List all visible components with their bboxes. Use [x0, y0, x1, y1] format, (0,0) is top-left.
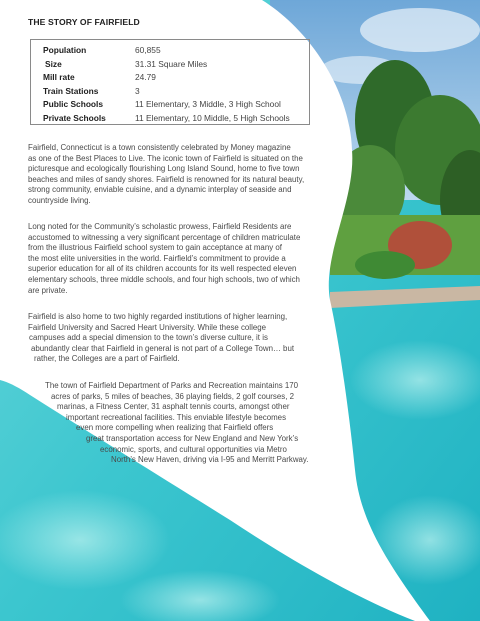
stats-value: 3: [135, 85, 140, 96]
paragraph-line: as one of the Best Places to Live. The iconic town of Fairfield is situated on the: [28, 153, 303, 163]
page-title: THE STORY OF FAIRFIELD: [28, 17, 140, 27]
paragraph-line: countryside living.: [28, 195, 91, 205]
paragraph-line: economic, sports, and cultural opportunities via Metro: [100, 444, 287, 454]
paragraph-line: picturesque and ecologically flourishing Long Island Sound, home to five town: [28, 164, 300, 174]
stats-value: 31.31 Square Miles: [135, 58, 208, 69]
paragraph-line: North’s New Haven, driving via I-95 and Merritt Parkway.: [111, 455, 309, 465]
paragraph-line: acres of parks, 5 miles of beaches, 36 playing fields, 2 golf courses, 2: [51, 391, 294, 401]
stats-label: Population: [43, 45, 87, 55]
paragraph-line: rather, the Colleges are a part of Fairfield.: [34, 354, 180, 364]
paragraph-line: The town of Fairfield Department of Parks and Recreation maintains 170: [45, 381, 299, 390]
paragraph-line: Fairfield, Connecticut is a town consistently celebrated by Money magazine: [28, 143, 291, 152]
paragraph-line: strong community, enviable cuisine, and a dynamic interplay of seaside and: [28, 185, 292, 195]
stats-label: Train Stations: [43, 85, 99, 96]
paragraph-line: beaches and miles of sandy shores. Fairfield is renowned for its natural beauty,: [28, 174, 305, 184]
paragraph-line: from the illustrious Fairfield school system to gain acceptance at many of: [28, 243, 282, 253]
paragraph-line: the most elite universities in the world. Fairfield’s commitment to provide a: [28, 253, 286, 263]
paragraph: [28, 381, 309, 466]
stats-row: [31, 45, 309, 59]
stats-table: [30, 39, 310, 125]
stats-row: [31, 59, 309, 73]
stats-label: Mill rate: [43, 72, 75, 82]
paragraph: [28, 312, 294, 365]
paragraph-line: marinas, a Fitness Center, 31 asphalt tennis courts, amongst other: [57, 402, 290, 412]
stats-value: 11 Elementary, 3 Middle, 3 High School: [135, 99, 281, 109]
paragraph-line: are private.: [28, 285, 68, 295]
paragraph-line: Fairfield University and Sacred Heart University. While these college: [28, 322, 266, 332]
stats-value: 60,855: [135, 45, 161, 55]
paragraph-line: abundantly clear that Fairfield in general is not part of a College Town… but: [31, 343, 295, 353]
stats-row: [31, 99, 309, 113]
stats-value: 11 Elementary, 10 Middle, 5 High Schools: [135, 112, 290, 123]
paragraph-line: accustomed to witnessing a very significant percentage of children matriculate: [28, 232, 301, 242]
paragraph-line: even more compelling when realizing that Fairfield offers: [76, 423, 274, 433]
paragraph-line: superior education for all of its children accounts for its well respected eleven: [28, 264, 297, 274]
paragraph-line: campuses add a special dimension to the town’s diverse culture, it is: [29, 333, 268, 343]
paragraph-line: great transportation access for New England and New York’s: [86, 433, 299, 443]
paragraph-line: important recreational facilities. This enviable lifestyle becomes: [66, 412, 287, 422]
paragraph-line: Long noted for the Community’s scholastic prowess, Fairfield Residents are: [28, 222, 292, 231]
paragraph-line: Fairfield is also home to two highly regarded institutions of higher learning,: [28, 312, 288, 321]
stats-row: [31, 113, 309, 127]
paragraph: [28, 222, 300, 296]
stats-label: Public Schools: [43, 99, 104, 109]
stats-row: [31, 72, 309, 86]
paragraph-line: elementary schools, three middle schools, and four high schools, two of which: [28, 274, 300, 284]
paragraph: [28, 143, 304, 207]
stats-label: Size: [45, 58, 62, 69]
stats-value: 24.79: [135, 72, 156, 82]
stats-label: Private Schools: [43, 112, 106, 123]
stats-row: [31, 86, 309, 100]
